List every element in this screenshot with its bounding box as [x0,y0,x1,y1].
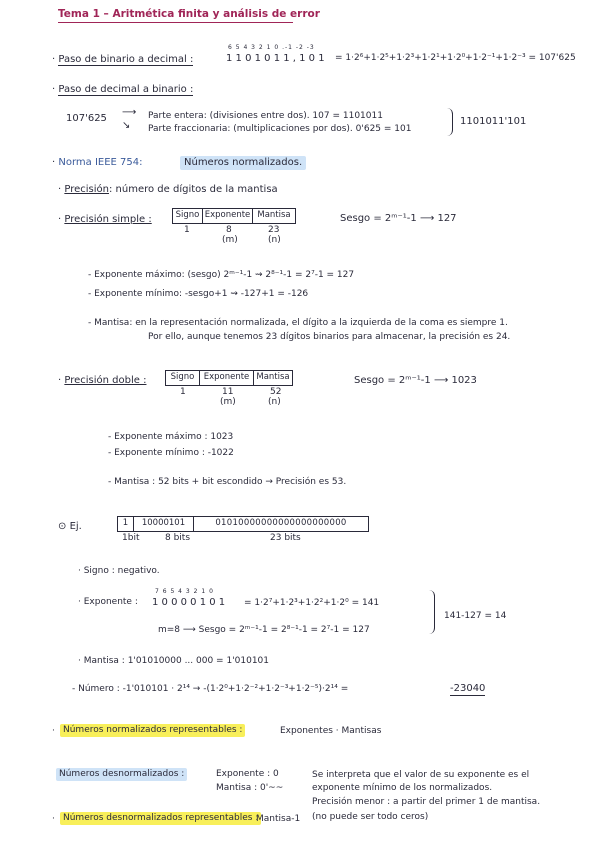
ieee-tag: Números normalizados. [180,156,306,170]
page-title: Tema 1 – Aritmética finita y análisis de error [58,8,320,20]
desnorm-desc-3: Precisión menor : a partir del primer 1 de mantisa. [312,797,541,807]
example-exp-eq: = 1·2⁷+1·2³+1·2²+1·2⁰ = 141 [244,598,380,608]
desnorm-label: Números desnormalizados : [56,768,187,781]
example-mantissa: · Mantisa : 1'01010000 ... 000 = 1'010101 [78,656,270,666]
exponent-cell: Exponente [203,209,253,223]
double-exp-max: - Exponente máximo : 1023 [108,432,234,442]
repr-value: Exponentes · Mantisas [280,726,382,736]
simple-exp-min: - Exponente mínimo: -sesgo+1 ⇝ -127+1 = -126 [88,289,309,299]
desnorm-exp: Exponente : 0 [216,769,279,779]
bin2dec-bits: 1 1 0 1 0 1 1 , 1 0 1 [226,53,325,64]
example-exp-index: 7 6 5 4 3 2 1 0 [155,588,214,595]
example-exp-bits: 1 0 0 0 0 1 0 1 [152,597,226,608]
example-label: ⊙ Ej. [58,521,82,532]
sign-cell: Signo [173,209,203,223]
circle-dot-icon: ⊙ [58,521,67,532]
simple-bits-exp: 8 [226,225,232,235]
example-m-eq: m=8 ⟶ Sesgo = 2ᵐ⁻¹-1 = 2⁸⁻¹-1 = 2⁷-1 = 127 [158,625,370,635]
example-23bits: 23 bits [270,533,301,543]
double-bits-exp: 11 [222,387,234,397]
simple-n: (n) [268,235,281,245]
simple-format-box [172,208,296,224]
double-bits-mant: 52 [270,387,282,397]
title-underline [58,22,293,23]
simple-sesgo: Sesgo = 2ᵐ⁻¹-1 ⟶ 127 [340,213,457,224]
desnorm-repr-value: Mantisa-1 [256,814,301,824]
simple-mantissa-2: Por ello, aunque tenemos 23 dígitos binarios para almacenar, la precisión es 24. [148,332,511,342]
desnorm-mant: Mantisa : 0'~~ [216,783,284,793]
dec2bin-fraction-part: Parte fraccionaria: (multiplicaciones por dos). 0'625 = 101 [148,124,412,134]
exponent-bits: 10000101 [134,517,194,531]
desnorm-desc-1: Se interpreta que el valor de su exponente es el [312,770,530,780]
repr-bullet: · [52,726,55,736]
example-exp-result: 141-127 = 14 [444,611,507,621]
bin2dec-index: 6 5 4 3 2 1 0 .-1 -2 -3 [228,44,315,51]
dec2bin-integer-part: Parte entera: (divisiones entre dos). 107 = 1101011 [148,111,383,121]
sign-bit: 1 [118,517,134,531]
double-m: (m) [220,397,236,407]
simple-bits-sign: 1 [184,225,190,235]
example-number-result: -23040 [450,683,486,694]
double-exp-min: - Exponente mínimo : -1022 [108,448,234,458]
example-1bit: 1bit [122,533,140,543]
example-8bits: 8 bits [165,533,191,543]
mantissa-cell: Mantisa [257,210,291,220]
desnorm-desc-2: exponente mínimo de los normalizados. [312,783,493,793]
simple-bits-mant: 23 [268,225,280,235]
brace [428,590,435,634]
arrow-icon: ↘ [122,120,131,131]
simple-mantissa-1: - Mantisa: en la representación normalizada, el dígito a la izquierda de la coma es siempre 1. [88,318,508,328]
mantissa-bits: 01010000000000000000000 [215,518,347,528]
ieee-label: · Norma IEEE 754: [52,157,143,168]
simple-m: (m) [222,235,238,245]
example-sign: · Signo : negativo. [78,566,160,576]
double-format-box [165,370,293,386]
repr-label: Números normalizados representables : [60,724,245,737]
precision-line: · Precisión: número de dígitos de la mantisa [58,184,278,195]
dec2bin-result: 1101011'101 [460,116,527,127]
desnorm-repr-label: Números desnormalizados representables : [60,812,261,825]
example-number: - Número : -1'010101 · 2¹⁴ → -(1·2⁰+1·2⁻²+1·2⁻³+1·2⁻⁵)·2¹⁴ = [72,684,349,694]
double-mantissa: - Mantisa : 52 bits + bit escondido → Precisión es 53. [108,477,347,487]
example-bits-box [117,516,369,532]
double-n: (n) [268,397,281,407]
double-sesgo: Sesgo = 2ᵐ⁻¹-1 ⟶ 1023 [354,375,477,386]
desnorm-repr-note: (no puede ser todo ceros) [312,812,429,822]
simple-exp-max: - Exponente máximo: (sesgo) 2ᵐ⁻¹-1 ⇝ 2⁸⁻¹-1 = 2⁷-1 = 127 [88,270,355,280]
example-exp-label: · Exponente : [78,597,138,607]
double-label: · Precisión doble : [58,375,147,386]
bin2dec-label: · Paso de binario a decimal : [52,54,194,65]
arrow-icon: ⟶ [122,107,137,118]
simple-label: · Precisión simple : [58,214,152,225]
dec2bin-label: · Paso de decimal a binario : [52,84,194,95]
desnorm-repr-bullet: · [52,814,55,824]
double-bits-sign: 1 [180,387,186,397]
sign-cell: Signo [166,371,200,385]
dec2bin-number: 107'625 [66,113,107,124]
brace [446,108,453,136]
exponent-cell: Exponente [200,371,254,385]
mantissa-cell: Mantisa [256,372,290,382]
bin2dec-expression: = 1·2⁶+1·2⁵+1·2³+1·2¹+1·2⁰+1·2⁻¹+1·2⁻³ = 107'625 [335,53,576,63]
